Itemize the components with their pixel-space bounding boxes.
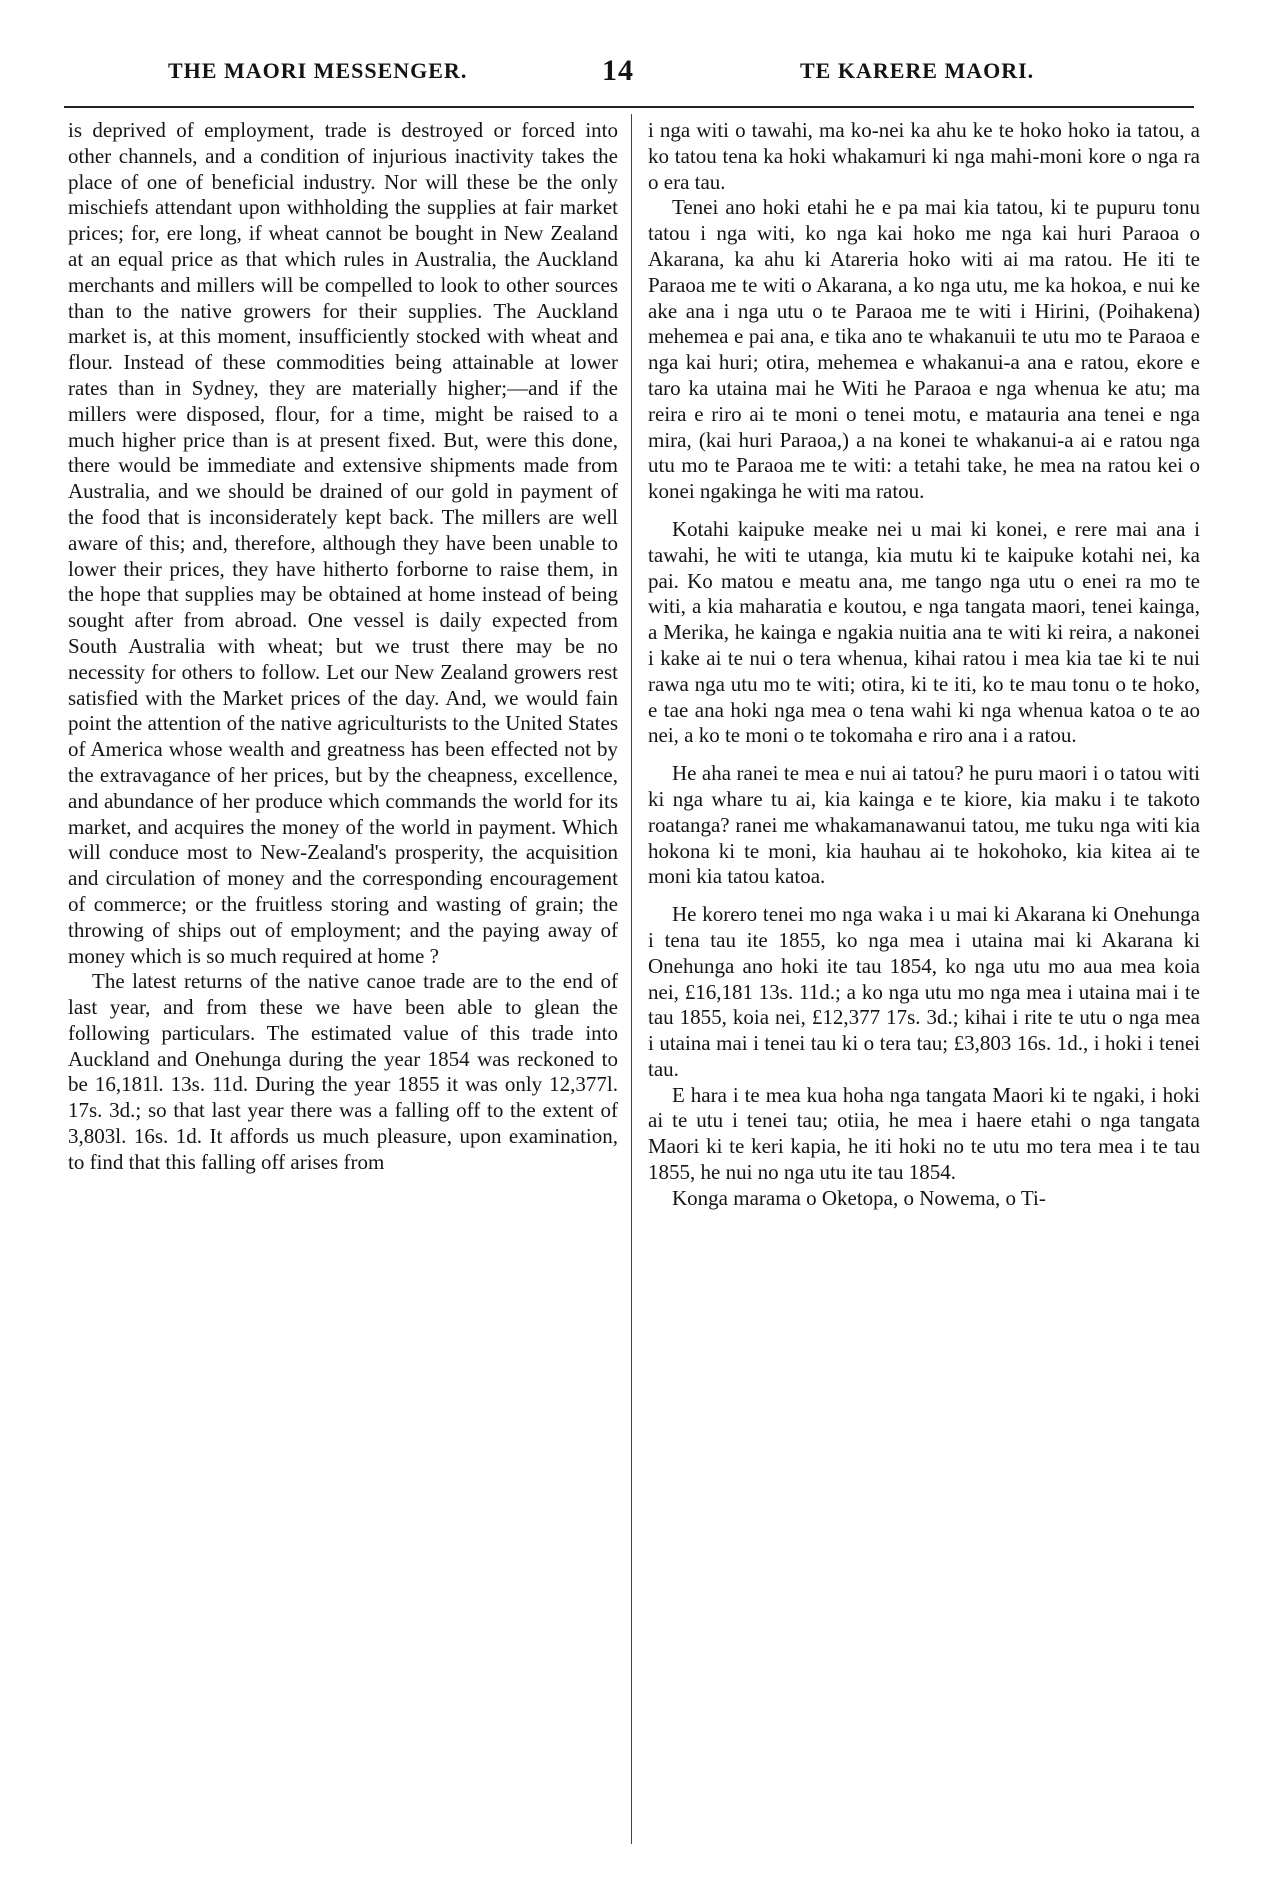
page-header (62, 54, 1214, 108)
maori-paragraph-7: Konga marama o Oketopa, o Nowema, o Ti- (672, 1185, 1046, 1210)
english-title: THE MAORI MESSENGER. (168, 58, 468, 83)
english-paragraph-1: is deprived of employment, trade is destroyed or forced into other channels, and a condition of injurious inactivity takes the place of one of beneficial industry. Nor will these be the only mischiefs attendant upon withholding the supplies at fair market prices; for, ere long, if wheat cannot be bought in New Zealand at an equal price as that which rules in Australia, the Auckland merchants and millers will be compelled to look to other sources than to the native growers for their supplies. The Auckland market is, at this moment, insufficiently stocked with wheat and flour. Instead of these commodities being attainable at lower rates than in Sydney, they are materially higher;—and if the millers were disposed, flour, for a time, might be raised to a much higher price than is at present fixed. But, were this done, there would be immediate and extensive shipments made from Australia, and we should be drained of our gold in payment of the food that is inconsiderately kept back. The millers are well aware of this; and, therefore, although they have been unable to lower their prices, they have hitherto forborne to raise them, in the hope that supplies may be obtained at home instead of being sought after from abroad. One vessel is daily expected from South Australia with wheat; but we trust there may be no necessity for others to follow. Let our New Zealand growers rest satisfied with the Market prices of the day. And, we would fain point the attention of the native agriculturists to the United States of America whose wealth and greatness has been effected not by the extravagance of her prices, but by the cheapness, excellence, and abundance of her produce which commands the world for its market, and acquires the money of the world in payment. Which will conduce most to New-Zealand's prosperity, the acquisition and circulation of money and the corresponding encouragement of commerce; or the fruitless storing and wasting of grain; the throwing of ships out of employment; and the paying away of money which is so much required at home ? (68, 118, 618, 968)
maori-paragraph-5: He korero tenei mo nga waka i u mai ki Akarana ki Onehunga i tena tau ite 1855, ko nga mea i utaina mai ki Akarana ki Onehunga ano hoki ite tau 1854, ko nga utu mo aua mea koia nei, £16,181 13s. 11d.; a ko nga utu mo nga mea i utaina mai i te tau 1855, koia nei, £12,377 17s. 3d.; kihai i rite te utu o nga mea i utaina mai i tenei tau ki o tera tau; £3,803 16s. 1d., i hoki i tenei tau. (648, 902, 1200, 1081)
maori-column (648, 118, 1200, 1212)
english-paragraph-2: The latest returns of the native canoe trade are to the end of last year, and from these we have been able to glean the following particulars. The estimated value of this trade into Auckland and Onehunga during the year 1854 was reckoned to be 16,181l. 13s. 11d. During the year 1855 it was only 12,377l. 17s. 3d.; so that last year there was a falling off to the extent of 3,803l. 16s. 1d. It affords us much pleasure, upon examination, to find that this falling off arises from (68, 969, 618, 1174)
header-rule (64, 106, 1194, 108)
maori-paragraph-4: He aha ranei te mea e nui ai tatou? he puru maori i o tatou witi ki nga whare tu ai, kia kainga e te kiore, kia maku i te takoto roatanga? ranei me whakamanawanui tatou, me tuku nga witi kia hokona ki te moni, kia hauhau ai te hokohoko, kia kitea ai te moni kia tatou katoa. (648, 761, 1200, 889)
maori-title: TE KARERE MAORI. (800, 58, 1035, 83)
page-number: 14 (602, 54, 634, 87)
english-column (68, 118, 618, 1176)
column-divider (631, 114, 632, 1844)
maori-paragraph-1: i nga witi o tawahi, ma ko-nei ka ahu ke te hoko hoko ia tatou, a ko tatou tena ka hoki whakamuri ki nga mahi-moni kore o nga ra o era tau. (648, 118, 1200, 194)
maori-paragraph-6: E hara i te mea kua hoha nga tangata Maori ki te ngaki, i hoki ai te utu i tenei tau; otiia, he mea i haere etahi o nga tangata Maori ki te keri kapia, he iti hoki no te utu mo tera mea i te tau 1855, he nui no nga utu ite tau 1854. (648, 1082, 1200, 1185)
maori-paragraph-3: Kotahi kaipuke meake nei u mai ki konei, e rere mai ana i tawahi, he witi te utanga, kia mutu ki te kaipuke kotahi nei, ka pai. Ko matou e meatu ana, me tango nga utu o enei ra mo te witi, a kia maharatia e koutou, e nga tangata maori, tenei kainga, a Merika, he kainga e ngakia nuitia ana te witi ki reira, a nakonei i kake ai te nui o tera whenua, kihai ratou i mea kia tae ki te nui rawa nga utu mo te witi; otira, ki te iti, ko te mau tonu o te hoko, e tae ana hoki nga mea o tena wahi ki nga whenua katoa o te ao nei, a ko te moni o te tokomaha e riro ana i a ratou. (648, 516, 1200, 748)
newspaper-page (62, 54, 1214, 1854)
maori-paragraph-2: Tenei ano hoki etahi he e pa mai kia tatou, ki te pupuru tonu tatou i nga witi, ko nga kai hoko me nga kai huri Paraoa o Akarana, ka ahu ki Atareria hoko witi ai ma ratou. He iti te Paraoa me te witi o Akarana, a ko nga utu, me ka hokoa, e nui ke ake ana i nga utu o te Paraoa me te witi i Hirini, (Poihakena) mehemea e pai ana, e tika ano te whakanuii te utu mo te Paraoa e nga kai huri; otira, mehemea e whakanui-a ana e ratou, ekore e taro ka utaina mai he Witi he Paraoa e nga whenua ke atu; ma reira e riro ai te moni o tenei motu, e matauria ana tenei e nga mira, (kai huri Paraoa,) a na konei te whakanui-a ai e ratou nga utu mo te Paraoa me te witi: a tetahi take, he mea na ratou kei o konei ngakinga he witi ma ratou. (648, 195, 1200, 504)
